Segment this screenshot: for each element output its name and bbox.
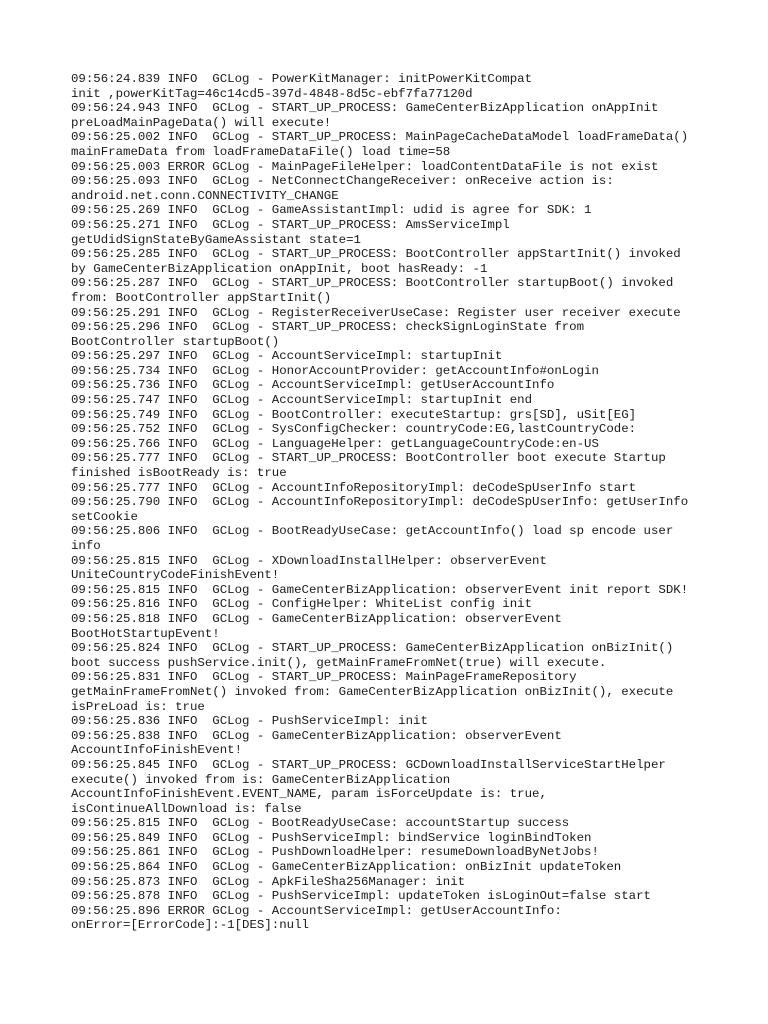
log-line: boot success pushService.init(), getMainFrameFromNet(true) will execute. (71, 655, 607, 670)
log-line: 09:56:25.093 INFO GCLog - NetConnectChangeReceiver: onReceive action is: (71, 174, 614, 189)
log-line: isPreLoad is: true (71, 699, 205, 714)
log-line: mainFrameData from loadFrameDataFile() load time=58 (71, 144, 451, 159)
log-line: 09:56:25.297 INFO GCLog - AccountServiceImpl: startupInit (71, 349, 503, 364)
log-line: BootHotStartupEvent! (71, 626, 220, 641)
log-line: 09:56:25.766 INFO GCLog - LanguageHelper: getLanguageCountryCode:en-US (71, 436, 599, 451)
log-line: by GameCenterBizApplication onAppInit, boot hasReady: -1 (71, 261, 488, 276)
log-line: AccountInfoFinishEvent.EVENT_NAME, param isForceUpdate is: true, (71, 787, 547, 802)
log-text-view (71, 72, 761, 933)
log-line: AccountInfoFinishEvent! (71, 743, 243, 758)
log-line: 09:56:25.285 INFO GCLog - START_UP_PROCESS: BootController appStartInit() invoked (71, 247, 681, 262)
log-line: onError=[ErrorCode]:-1[DES]:null (71, 918, 309, 933)
log-line: from: BootController appStartInit() (71, 290, 332, 305)
log-line: 09:56:25.896 ERROR GCLog - AccountServiceImpl: getUserAccountInfo: (71, 903, 562, 918)
log-line: 09:56:25.002 INFO GCLog - START_UP_PROCESS: MainPageCacheDataModel loadFrameData() (71, 130, 689, 145)
log-line: BootController startupBoot() (71, 334, 280, 349)
log-line: info (71, 539, 101, 553)
log-line: 09:56:25.849 INFO GCLog - PushServiceImpl: bindService loginBindToken (71, 830, 592, 845)
log-line: 09:56:25.777 INFO GCLog - START_UP_PROCESS: BootController boot execute Startup (71, 451, 666, 466)
log-line: 09:56:25.736 INFO GCLog - AccountServiceImpl: getUserAccountInfo (71, 378, 555, 393)
log-line: 09:56:25.003 ERROR GCLog - MainPageFileHelper: loadContentDataFile is not exist (71, 159, 659, 174)
log-line: 09:56:25.861 INFO GCLog - PushDownloadHelper: resumeDownloadByNetJobs! (71, 845, 599, 860)
log-line: init ,powerKitTag=46c14cd5-397d-4848-8d5c-ebf7fa77120d (71, 86, 473, 101)
log-line: execute() invoked from is: GameCenterBizApplication (71, 772, 451, 787)
log-line: 09:56:25.824 INFO GCLog - START_UP_PROCESS: GameCenterBizApplication onBizInit() (71, 641, 674, 656)
log-line: 09:56:25.269 INFO GCLog - GameAssistantImpl: udid is agree for SDK: 1 (71, 203, 592, 218)
log-line: finished isBootReady is: true (71, 466, 287, 481)
log-line: 09:56:25.816 INFO GCLog - ConfigHelper: WhiteList config init (71, 597, 533, 612)
log-line: 09:56:25.296 INFO GCLog - START_UP_PROCESS: checkSignLoginState from (71, 320, 585, 335)
log-line: 09:56:25.845 INFO GCLog - START_UP_PROCESS: GCDownloadInstallServiceStartHelper (71, 757, 666, 772)
log-line: 09:56:25.878 INFO GCLog - PushServiceImpl: updateToken isLoginOut=false start (71, 889, 651, 904)
log-line: 09:56:24.943 INFO GCLog - START_UP_PROCESS: GameCenterBizApplication onAppInit (71, 101, 659, 116)
log-line: 09:56:25.836 INFO GCLog - PushServiceImpl: init (71, 714, 428, 729)
log-line: 09:56:25.806 INFO GCLog - BootReadyUseCase: getAccountInfo() load sp encode user (71, 524, 674, 539)
log-line: 09:56:25.831 INFO GCLog - START_UP_PROCESS: MainPageFrameRepository (71, 670, 577, 685)
log-line: 09:56:25.818 INFO GCLog - GameCenterBizApplication: observerEvent (71, 611, 562, 626)
log-line: android.net.conn.CONNECTIVITY_CHANGE (71, 188, 339, 203)
log-line: UniteCountryCodeFinishEvent! (71, 568, 280, 583)
log-line: getUdidSignStateByGameAssistant state=1 (71, 232, 361, 247)
log-line: 09:56:25.291 INFO GCLog - RegisterReceiverUseCase: Register user receiver execute (71, 305, 681, 320)
log-line: 09:56:25.747 INFO GCLog - AccountServiceImpl: startupInit end (71, 393, 533, 408)
log-line: 09:56:25.287 INFO GCLog - START_UP_PROCESS: BootController startupBoot() invoked (71, 276, 674, 291)
log-line: 09:56:25.864 INFO GCLog - GameCenterBizApplication: onBizInit updateToken (71, 860, 622, 875)
log-line: 09:56:25.777 INFO GCLog - AccountInfoRepositoryImpl: deCodeSpUserInfo start (71, 480, 637, 495)
log-line: 09:56:25.790 INFO GCLog - AccountInfoRepositoryImpl: deCodeSpUserInfo: getUserInfo (71, 495, 689, 510)
log-line: 09:56:25.752 INFO GCLog - SysConfigChecker: countryCode:EG,lastCountryCode: (71, 422, 637, 437)
log-line: preLoadMainPageData() will execute! (71, 115, 332, 130)
log-line: 09:56:25.749 INFO GCLog - BootController: executeStartup: grs[SD], uSit[EG] (71, 407, 637, 422)
log-line: isContinueAllDownload is: false (71, 801, 302, 816)
log-line: 09:56:25.815 INFO GCLog - XDownloadInstallHelper: observerEvent (71, 553, 547, 568)
log-line: 09:56:25.873 INFO GCLog - ApkFileSha256Manager: init (71, 874, 466, 889)
log-line: 09:56:25.815 INFO GCLog - GameCenterBizApplication: observerEvent init report SDK! (71, 582, 689, 597)
log-line: 09:56:25.815 INFO GCLog - BootReadyUseCase: accountStartup success (71, 816, 570, 831)
log-line: 09:56:25.734 INFO GCLog - HonorAccountProvider: getAccountInfo#onLogin (71, 363, 599, 378)
log-line: setCookie (71, 509, 138, 524)
log-line: 09:56:25.271 INFO GCLog - START_UP_PROCESS: AmsServiceImpl (71, 217, 510, 232)
log-line: 09:56:24.839 INFO GCLog - PowerKitManager: initPowerKitCompat (71, 72, 533, 86)
log-line: 09:56:25.838 INFO GCLog - GameCenterBizApplication: observerEvent (71, 728, 562, 743)
log-line: getMainFrameFromNet() invoked from: GameCenterBizApplication onBizInit(), execute (71, 684, 674, 699)
